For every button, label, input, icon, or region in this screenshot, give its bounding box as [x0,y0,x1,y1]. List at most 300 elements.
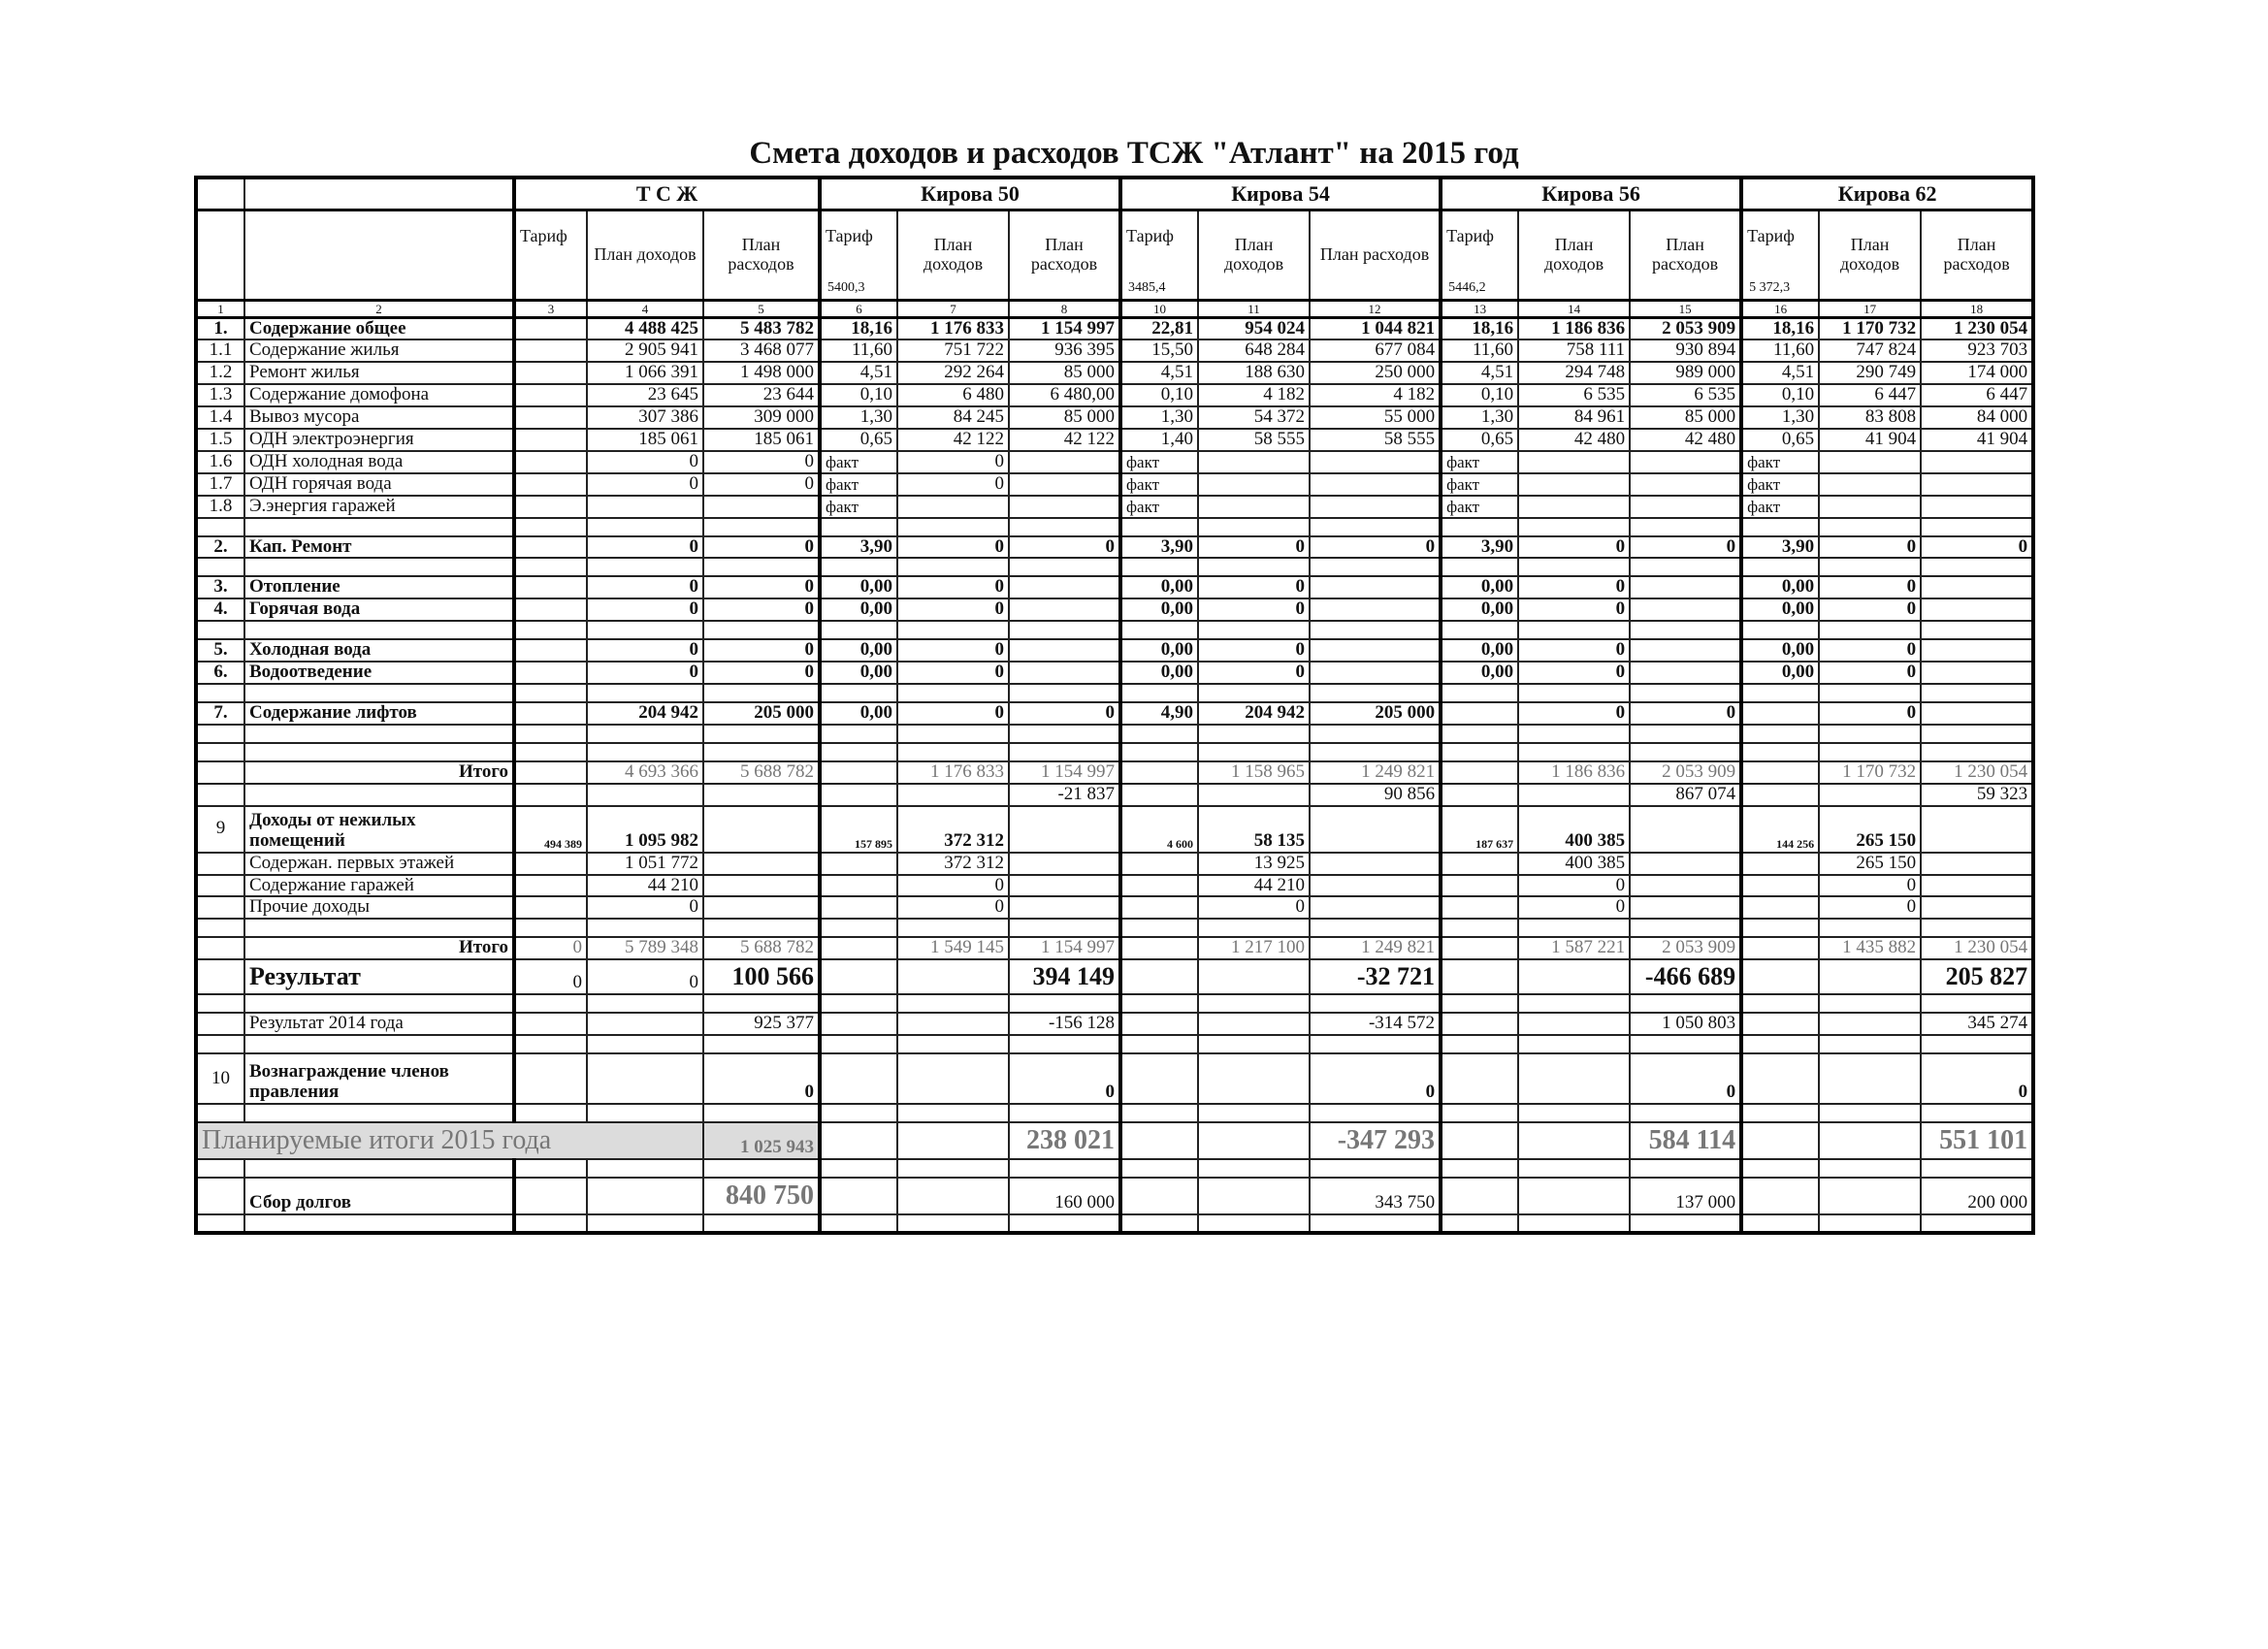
value-cell: 1 154 997 [1009,317,1120,340]
value-cell [820,761,897,784]
row-label: Содержание гаражей [244,875,514,897]
empty-cell [1310,994,1441,1013]
value-cell: 0 [587,451,703,473]
table-row [196,639,2033,662]
value-cell [1120,1053,1198,1104]
empty-cell [703,725,820,743]
value-cell: 0,00 [1741,639,1819,662]
value-cell [514,429,587,451]
value-cell: 400 385 [1518,853,1630,875]
empty-cell [1518,1159,1630,1178]
value-cell: 42 122 [897,429,1009,451]
value-cell: 294 748 [1518,362,1630,384]
empty-cell [1518,1214,1630,1233]
column-number: 16 [1741,300,1819,317]
value-cell: 4,51 [1441,362,1518,384]
value-cell: 157 895 [820,806,897,853]
value-cell: 58 555 [1198,429,1310,451]
empty-cell [1921,994,2033,1013]
empty-cell [1120,684,1198,702]
value-cell [1310,473,1441,496]
value-cell [514,473,587,496]
value-cell [1198,451,1310,473]
value-cell: 5 789 348 [587,937,703,959]
value-cell: 1 186 836 [1518,317,1630,340]
value-cell: факт [820,473,897,496]
value-cell: 0 [1009,1053,1120,1104]
planned-total-value: 551 101 [1921,1122,2033,1159]
empty-cell [514,1035,587,1053]
value-cell [514,536,587,559]
planned-total-value: 584 114 [1630,1122,1741,1159]
table-row [196,896,2033,919]
value-cell [1921,639,2033,662]
header-blank [196,178,244,210]
empty-cell [1741,1035,1819,1053]
empty-cell [1441,743,1518,761]
value-cell: 0 [1518,576,1630,598]
empty-cell [897,919,1009,937]
expense-plan-header: План расходов [1921,210,2033,300]
value-cell: 0,00 [820,598,897,621]
value-cell: 4 488 425 [587,317,703,340]
value-cell [1441,1178,1518,1214]
value-cell: 0 [1198,576,1310,598]
value-cell: факт [1441,451,1518,473]
empty-cell [587,1035,703,1053]
value-cell [1819,451,1921,473]
value-cell [514,340,587,362]
empty-cell [1310,1035,1441,1053]
value-cell: 23 645 [587,384,703,406]
value-cell: 0 [1310,536,1441,559]
empty-cell [244,1214,514,1233]
value-cell: 1 435 882 [1819,937,1921,959]
empty-cell [1741,621,1819,639]
value-cell: 160 000 [1009,1178,1120,1214]
value-cell: 0 [1518,896,1630,919]
value-cell: 15,50 [1120,340,1198,362]
column-number: 8 [1009,300,1120,317]
value-cell: 0 [1518,662,1630,684]
row-label: Содержание общее [244,317,514,340]
value-cell: 954 024 [1198,317,1310,340]
blank-row [196,1104,2033,1122]
value-cell: 0 [1518,598,1630,621]
value-cell [1630,806,1741,853]
empty-cell [897,994,1009,1013]
value-cell: 0 [1921,1053,2033,1104]
value-cell: 0 [703,536,820,559]
value-cell: 1 249 821 [1310,937,1441,959]
value-cell: 1 154 997 [1009,937,1120,959]
value-cell: 0,00 [1441,662,1518,684]
value-cell [514,1053,587,1104]
value-cell [514,451,587,473]
value-cell: 1,30 [820,406,897,429]
empty-cell [244,725,514,743]
empty-cell [897,743,1009,761]
row-label: Содержание домофона [244,384,514,406]
value-cell: 100 566 [703,959,820,994]
tarif-label: Тариф [1126,225,1174,245]
planned-total-value: -347 293 [1310,1122,1441,1159]
empty-cell [1441,1214,1518,1233]
value-cell [820,875,897,897]
table-row [196,853,2033,875]
value-cell: 22,81 [1120,317,1198,340]
value-cell [1441,702,1518,725]
total-row [196,761,2033,784]
value-cell: 758 111 [1518,340,1630,362]
empty-cell [1518,725,1630,743]
value-cell: 0,00 [820,639,897,662]
blank-row [196,684,2033,702]
row-number: 1.2 [196,362,244,384]
empty-cell [897,684,1009,702]
value-cell: 4,51 [820,362,897,384]
value-cell: 394 149 [1009,959,1120,994]
value-cell [1819,1013,1921,1035]
empty-cell [1819,621,1921,639]
value-cell [1630,473,1741,496]
empty-cell [1198,919,1310,937]
value-cell [514,662,587,684]
value-cell: 0,65 [1741,429,1819,451]
row-number: 9 [196,806,244,853]
column-number: 7 [897,300,1009,317]
blank-row [196,1214,2033,1233]
value-cell: 1 230 054 [1921,761,2033,784]
value-cell [1009,806,1120,853]
header-blank [244,210,514,300]
empty-cell [820,1122,897,1159]
value-cell: 0,00 [1741,576,1819,598]
blank-row [196,994,2033,1013]
value-cell [1819,959,1921,994]
income-plan-header: План доходов [1198,210,1310,300]
value-cell: 0 [1009,536,1120,559]
value-cell: 0 [587,598,703,621]
empty-cell [1441,1035,1518,1053]
value-cell: 400 385 [1518,806,1630,853]
value-cell: 1 176 833 [897,317,1009,340]
column-number: 14 [1518,300,1630,317]
row-number [196,1178,244,1214]
value-cell [703,853,820,875]
planned-total-value: 238 021 [1009,1122,1120,1159]
value-cell [1741,702,1819,725]
empty-cell [1009,621,1120,639]
row-label: Результат [244,959,514,994]
value-cell: 0,00 [1741,662,1819,684]
value-cell: 0 [1198,639,1310,662]
value-cell: 84 961 [1518,406,1630,429]
value-cell: 0 [1921,536,2033,559]
value-cell: 0 [514,959,587,994]
value-cell: 0 [1198,662,1310,684]
value-cell: 0,00 [1441,576,1518,598]
value-cell: 4 182 [1310,384,1441,406]
value-cell [897,1178,1009,1214]
value-cell [1630,662,1741,684]
empty-cell [897,1214,1009,1233]
value-cell [1120,937,1198,959]
value-cell [1819,473,1921,496]
empty-cell [703,518,820,536]
value-cell [1198,959,1310,994]
empty-cell [1009,743,1120,761]
value-cell: 1 587 221 [1518,937,1630,959]
value-cell [1741,784,1819,806]
row-number [196,959,244,994]
value-cell: 0,10 [1441,384,1518,406]
empty-cell [1198,518,1310,536]
empty-cell [820,919,897,937]
value-cell [514,896,587,919]
value-cell [1120,761,1198,784]
table-row [196,784,2033,806]
value-cell: 0,00 [1441,639,1518,662]
value-cell: 867 074 [1630,784,1741,806]
empty-cell [1630,518,1741,536]
value-cell: 188 630 [1198,362,1310,384]
value-cell [1741,875,1819,897]
tarif-header [820,210,897,300]
value-cell: 4,51 [1120,362,1198,384]
value-cell: 59 323 [1921,784,2033,806]
column-number: 4 [587,300,703,317]
value-cell: 3,90 [820,536,897,559]
empty-cell [1310,684,1441,702]
value-cell [1310,598,1441,621]
group-header: Кирова 50 [820,178,1120,210]
empty-cell [1120,1104,1198,1122]
value-cell [1921,875,2033,897]
empty-cell [244,1159,514,1178]
empty-cell [703,1104,820,1122]
value-cell [1009,451,1120,473]
planned-totals-label: Планируемые итоги 2015 года [196,1122,703,1159]
empty-cell [1120,919,1198,937]
empty-cell [1741,1159,1819,1178]
value-cell: 290 749 [1819,362,1921,384]
row-number: 2. [196,536,244,559]
value-cell: 0 [897,662,1009,684]
value-cell: 41 904 [1819,429,1921,451]
value-cell [1120,1178,1198,1214]
blank-row [196,1159,2033,1178]
empty-cell [1921,1104,2033,1122]
empty-cell [1120,725,1198,743]
value-cell: 1,30 [1741,406,1819,429]
empty-cell [897,621,1009,639]
value-cell [1630,853,1741,875]
value-cell: 1,40 [1120,429,1198,451]
value-cell [1310,806,1441,853]
value-cell: 1 549 145 [897,937,1009,959]
empty-cell [1198,994,1310,1013]
value-cell: 0 [1819,576,1921,598]
value-cell: 372 312 [897,853,1009,875]
empty-cell [514,743,587,761]
value-cell: 205 827 [1921,959,2033,994]
empty-cell [1518,1104,1630,1122]
row-label: Холодная вода [244,639,514,662]
expense-plan-header: План расходов [703,210,820,300]
value-cell: 4 693 366 [587,761,703,784]
value-cell: 18,16 [1441,317,1518,340]
empty-cell [514,725,587,743]
empty-cell [703,684,820,702]
column-number: 2 [244,300,514,317]
value-cell [1630,875,1741,897]
value-cell [1441,853,1518,875]
empty-cell [1198,1104,1310,1122]
table-row [196,429,2033,451]
row-label: Водоотведение [244,662,514,684]
group-header: Кирова 56 [1441,178,1741,210]
empty-cell [587,684,703,702]
empty-cell [1120,743,1198,761]
value-cell: 0 [587,473,703,496]
table-row [196,536,2033,559]
empty-cell [244,743,514,761]
empty-cell [1009,1035,1120,1053]
empty-cell [703,1159,820,1178]
empty-cell [1741,558,1819,576]
value-cell [587,496,703,518]
empty-cell [1741,1104,1819,1122]
value-cell [703,806,820,853]
empty-cell [1518,919,1630,937]
value-cell [1741,853,1819,875]
value-cell [514,702,587,725]
empty-cell [1310,743,1441,761]
empty-cell [1741,725,1819,743]
value-cell: 0,10 [1741,384,1819,406]
empty-cell [514,684,587,702]
empty-cell [587,518,703,536]
value-cell: 250 000 [1310,362,1441,384]
income-plan-header: План доходов [1819,210,1921,300]
blank-row [196,621,2033,639]
income-plan-header: План доходов [1518,210,1630,300]
empty-cell [587,558,703,576]
value-cell [820,1178,897,1214]
value-cell: факт [1441,473,1518,496]
column-number: 17 [1819,300,1921,317]
value-cell [1921,576,2033,598]
value-cell [1441,1013,1518,1035]
value-cell: 0 [897,473,1009,496]
empty-cell [1819,1122,1921,1159]
value-cell: 6 480 [897,384,1009,406]
empty-cell [1630,684,1741,702]
table-row [196,362,2033,384]
empty-cell [196,1104,244,1122]
value-cell [1120,1013,1198,1035]
empty-cell [1441,1104,1518,1122]
value-cell [820,784,897,806]
empty-cell [587,994,703,1013]
value-cell: 307 386 [587,406,703,429]
value-cell: 0 [897,639,1009,662]
empty-cell [587,1159,703,1178]
value-cell: 747 824 [1819,340,1921,362]
row-label: Доходы от нежилых помещений [244,806,514,853]
value-cell [1441,761,1518,784]
empty-cell [1441,558,1518,576]
empty-cell [1518,994,1630,1013]
value-cell: 0,10 [1120,384,1198,406]
empty-cell [1198,621,1310,639]
value-cell: факт [820,451,897,473]
budget-table [194,176,2035,1235]
value-cell [1198,473,1310,496]
row-number: 5. [196,639,244,662]
row-number [196,784,244,806]
row-number: 6. [196,662,244,684]
value-cell [587,1178,703,1214]
row-label [244,784,514,806]
value-cell: 0,00 [1441,598,1518,621]
value-cell: 0 [1518,639,1630,662]
value-cell [1198,784,1310,806]
value-cell: 0 [897,576,1009,598]
value-cell: -32 721 [1310,959,1441,994]
empty-cell [1921,919,2033,937]
row-number: 1.8 [196,496,244,518]
value-cell [514,875,587,897]
value-cell [1741,959,1819,994]
value-cell: 1 044 821 [1310,317,1441,340]
value-cell [703,496,820,518]
value-cell [1819,1053,1921,1104]
value-cell: 0 [1310,1053,1441,1104]
empty-cell [1819,1035,1921,1053]
value-cell [1120,896,1198,919]
value-cell: 11,60 [820,340,897,362]
value-cell [897,1053,1009,1104]
empty-cell [1310,621,1441,639]
table-row [196,875,2033,897]
expense-plan-header: План расходов [1310,210,1441,300]
value-cell [1921,702,2033,725]
value-cell: 85 000 [1630,406,1741,429]
blank-row [196,518,2033,536]
value-cell: факт [1120,451,1198,473]
result-2014-row [196,1013,2033,1035]
row-number: 4. [196,598,244,621]
empty-cell [244,518,514,536]
row-number: 1.1 [196,340,244,362]
total-row [196,937,2033,959]
empty-cell [1009,1104,1120,1122]
empty-cell [244,1104,514,1122]
empty-cell [1441,518,1518,536]
empty-cell [1741,518,1819,536]
value-cell [1120,784,1198,806]
value-cell: 265 150 [1819,806,1921,853]
value-cell: 0 [587,959,703,994]
value-cell [820,896,897,919]
value-cell [1120,959,1198,994]
row-label: Вознаграждение членов правления [244,1053,514,1104]
empty-cell [1009,1159,1120,1178]
empty-cell [244,621,514,639]
value-cell: 343 750 [1310,1178,1441,1214]
